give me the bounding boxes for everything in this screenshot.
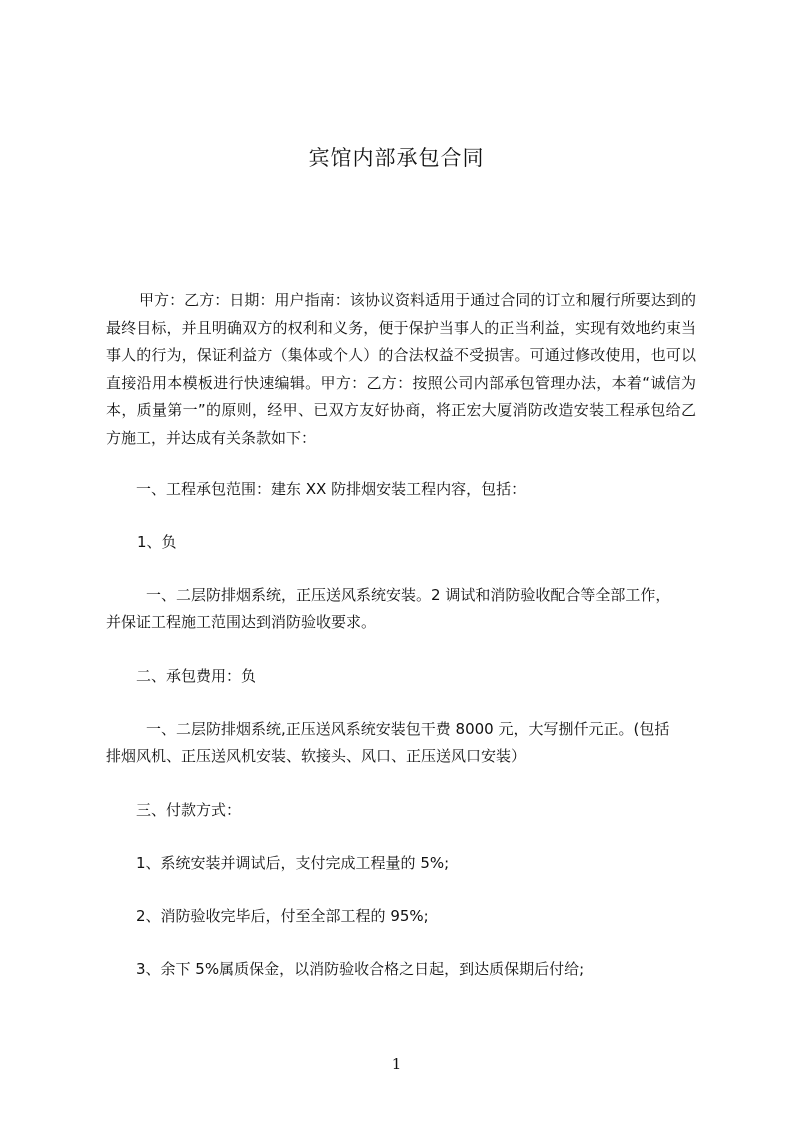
intro-paragraph: 甲方：乙方：日期：用户指南：该协议资料适用于通过合同的订立和履行所要达到的最终目标，并且明确双方的权利和义务，便于保护当事人的正当利益，实现有效地约束当事人的行为，保证利益方（集体或个人）的合法权益不受损害。可通过修改使用，也可以直接沿用本模板进行快速编辑。甲方：乙方：按照公司内部承包管理办法，本着“诚信为本，质量第一”的原则，经甲、已双方友好协商，将正宏大厦消防改造安装工程承包给乙方施工，并达成有关条款如下： (106, 291, 696, 447)
fee-line-1: 一、二层防排烟系统,正压送风系统安装包干费 8000 元，大写捌仟元正。(包括 (146, 720, 670, 738)
fee-line-2: 排烟风机、正压送风机安装、软接头、风口、正压送风口安装） (106, 747, 527, 765)
page-number: 1 (391, 1055, 402, 1073)
section1-heading: 一、工程承包范围：建东 XX 防排烟安装工程内容，包括： (136, 480, 527, 498)
document-title: 宾馆内部承包合同 (308, 146, 485, 170)
scope-item-1: 1、负 (137, 533, 177, 551)
scope-line-1: 一、二层防排烟系统，正压送风系统安装。2 调试和消防验收配合等全部工作， (146, 586, 671, 604)
section3-heading: 三、付款方式： (136, 801, 242, 819)
payment-item-2: 2、消防验收完毕后，付至全部工程的 95%; (136, 907, 429, 925)
scope-line-2: 并保证工程施工范围达到消防验收要求。 (106, 613, 377, 631)
section2-heading: 二、承包费用：负 (136, 667, 257, 685)
payment-item-3: 3、余下 5%属质保金，以消防验收合格之日起，到达质保期后付给; (136, 960, 585, 978)
payment-item-1: 1、系统安装并调试后，支付完成工程量的 5%; (136, 854, 450, 872)
